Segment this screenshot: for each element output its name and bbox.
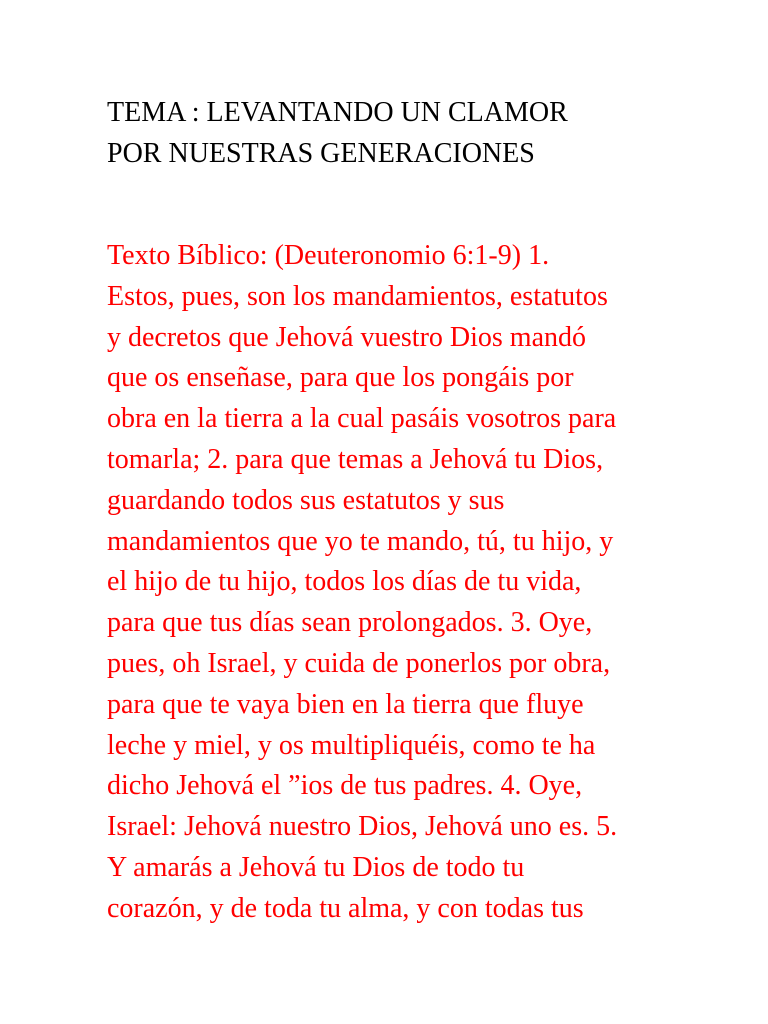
passage-line: para que te vaya bien en la tierra que fluye bbox=[107, 688, 584, 720]
passage-line: para que tus días sean prolongados. 3. Oye, bbox=[107, 607, 593, 639]
title-line: TEMA : LEVANTANDO UN CLAMOR bbox=[107, 97, 568, 128]
passage-line: el hijo de tu hijo, todos los días de tu vida, bbox=[107, 566, 582, 598]
scripture-passage bbox=[107, 236, 747, 930]
passage-line: tomarla; 2. para que temas a Jehová tu Dios, bbox=[107, 443, 604, 475]
document-title bbox=[107, 92, 707, 174]
passage-line: Y amarás a Jehová tu Dios de todo tu bbox=[107, 851, 525, 883]
passage-line: Israel: Jehová nuestro Dios, Jehová uno es. 5. bbox=[107, 811, 618, 843]
passage-line: Estos, pues, son los mandamientos, estatutos bbox=[107, 280, 608, 312]
passage-line: dicho Jehová el ”ios de tus padres. 4. Oye, bbox=[107, 770, 583, 802]
passage-line: leche y miel, y os multipliquéis, como te ha bbox=[107, 729, 596, 761]
passage-line: Texto Bíblico: (Deuteronomio 6:1-9) 1. bbox=[107, 240, 550, 271]
passage-line: corazón, y de toda tu alma, y con todas tus bbox=[107, 892, 584, 924]
title-line: POR NUESTRAS GENERACIONES bbox=[107, 138, 535, 169]
passage-line: que os enseñase, para que los pongáis por bbox=[107, 362, 574, 394]
passage-line: y decretos que Jehová vuestro Dios mandó bbox=[107, 321, 586, 353]
passage-line: obra en la tierra a la cual pasáis vosotros para bbox=[107, 403, 617, 435]
passage-line: guardando todos sus estatutos y sus bbox=[107, 484, 505, 516]
passage-line: pues, oh Israel, y cuida de ponerlos por obra, bbox=[107, 647, 611, 679]
passage-line: mandamientos que yo te mando, tú, tu hijo, y bbox=[107, 525, 614, 557]
